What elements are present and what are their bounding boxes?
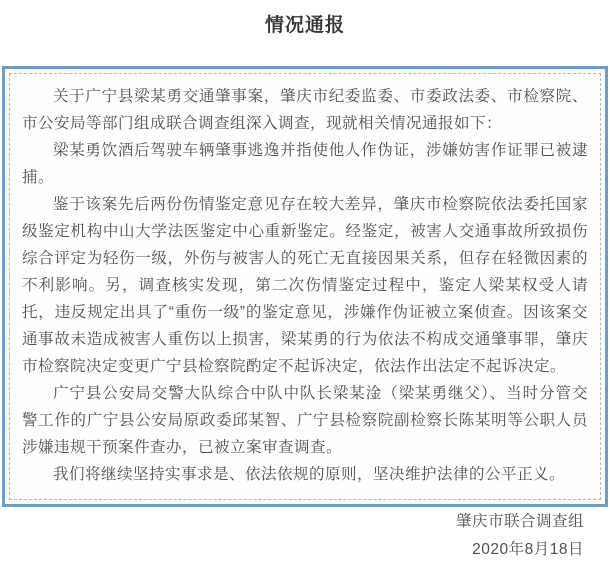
notice-paragraph-officials: 广宁县公安局交警大队综合中队中队长梁某淦（梁某勇继父）、当时分管交警工作的广宁县公安局原政委邱某智、广宁县检察院副检察长陈某明等公职人员涉嫌违规干预案件查办，已被立案审查调查。 xyxy=(22,385,588,456)
notice-paragraph-arrest: 梁某勇饮酒后驾驶车辆肇事逃逸并指使他人作伪证，涉嫌妨害作证罪已被逮捕。 xyxy=(22,142,588,186)
notice-paragraph-appraisal: 鉴于该案先后两份伤情鉴定意见存在较大差异，肇庆市检察院依法委托国家级鉴定机构中山大学法医鉴定中心重新鉴定。经鉴定，被害人交通事故所致损伤综合评定为轻伤一级，外伤与被害人的死亡无直接因果关系，但存在轻微因素的不利影响。另，调查核实发现，第二次伤情鉴定过程中，鉴定人梁某权受人请托，违反规定出具了“重伤一级”的鉴定意见，涉嫌作伪证被立案侦查。因该案交通事故未造成被害人重伤以上损害，梁某勇的行为依法不构成交通肇事罪，肇庆市检察院决定变更广宁县检察院酌定不起诉决定，依法作出法定不起诉决定。 xyxy=(22,196,588,375)
notice-paragraph-closing: 我们将继续坚持实事求是、依法依规的原则，坚决维护法律的公平正义。 xyxy=(53,466,566,483)
notice-paragraph-intro: 关于广宁县梁某勇交通肇事案，肇庆市纪委监委、市委政法委、市检察院、市公安局等部门组成联合调查组深入调查，现就相关情况通报如下： xyxy=(22,88,588,132)
notice-border-box xyxy=(2,66,608,558)
signature-block xyxy=(22,508,588,564)
notice-content xyxy=(9,73,601,558)
signature-org: 肇庆市联合调查组 xyxy=(455,513,584,530)
signature-date: 2020年8月18日 xyxy=(472,541,584,558)
page-title: 情况通报 xyxy=(264,15,345,36)
